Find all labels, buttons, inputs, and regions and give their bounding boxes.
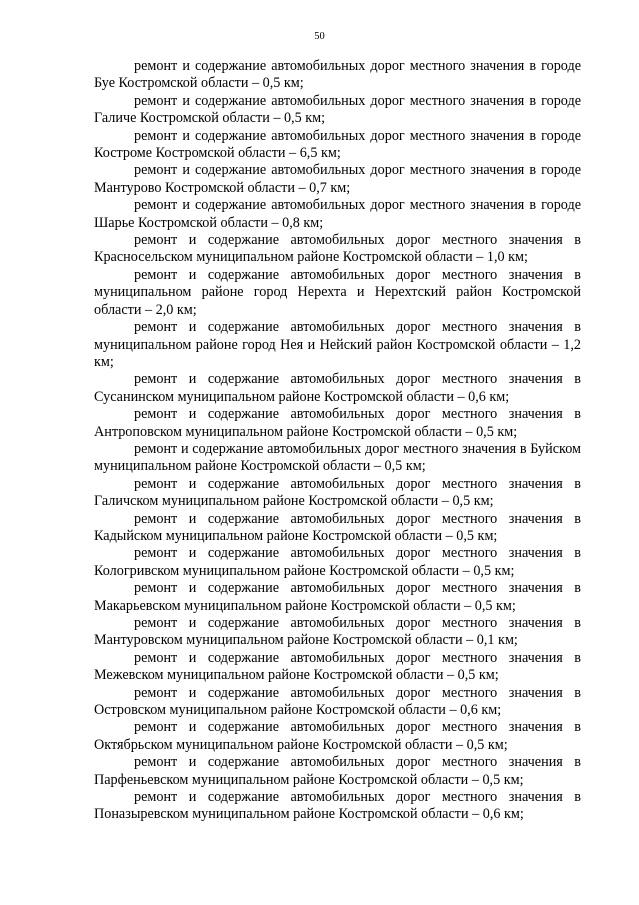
paragraph: ремонт и содержание автомобильных дорог местного значения в Красносельском муниципальном районе Костромской области – 1,0 км; bbox=[94, 232, 581, 266]
paragraph: ремонт и содержание автомобильных дорог местного значения в городе Буе Костромской области – 0,5 км; bbox=[94, 58, 581, 92]
paragraph: ремонт и содержание автомобильных дорог местного значения в муниципальном районе город Нерехта и Нерехтский район Костромской области – 2,0 км; bbox=[94, 266, 581, 318]
paragraph: ремонт и содержание автомобильных дорог местного значения в Антроповском муниципальном районе Костромской области – 0,5 км; bbox=[94, 406, 581, 440]
paragraph: ремонт и содержание автомобильных дорог местного значения в Макарьевском муниципальном районе Костромской области – 0,5 км; bbox=[94, 580, 581, 614]
paragraph: ремонт и содержание автомобильных дорог местного значения в городе Шарье Костромской области – 0,8 км; bbox=[94, 197, 581, 231]
paragraph: ремонт и содержание автомобильных дорог местного значения в Поназыревском муниципальном районе Костромской области – 0,6 км; bbox=[94, 789, 581, 823]
paragraph: ремонт и содержание автомобильных дорог местного значения в Буйском муниципальном районе Костромской области – 0,5 км; bbox=[94, 440, 581, 475]
paragraph: ремонт и содержание автомобильных дорог местного значения в Галичском муниципальном районе Костромской области – 0,5 км; bbox=[94, 475, 581, 510]
paragraph: ремонт и содержание автомобильных дорог местного значения в Октябрьском муниципальном районе Костромской области – 0,5 км; bbox=[94, 719, 581, 753]
paragraph: ремонт и содержание автомобильных дорог местного значения в городе Костроме Костромской области – 6,5 км; bbox=[94, 127, 581, 162]
paragraph: ремонт и содержание автомобильных дорог местного значения в городе Галиче Костромской области – 0,5 км; bbox=[94, 92, 581, 127]
paragraph: ремонт и содержание автомобильных дорог местного значения в Межевском муниципальном районе Костромской области – 0,5 км; bbox=[94, 649, 581, 684]
paragraph: ремонт и содержание автомобильных дорог местного значения в Островском муниципальном районе Костромской области – 0,6 км; bbox=[94, 684, 581, 719]
paragraph: ремонт и содержание автомобильных дорог местного значения в Мантуровском муниципальном районе Костромской области – 0,1 км; bbox=[94, 615, 581, 649]
paragraph: ремонт и содержание автомобильных дорог местного значения в Сусанинском муниципальном районе Костромской области – 0,6 км; bbox=[94, 371, 581, 405]
paragraph: ремонт и содержание автомобильных дорог местного значения в городе Мантурово Костромской области – 0,7 км; bbox=[94, 162, 581, 196]
paragraph: ремонт и содержание автомобильных дорог местного значения в муниципальном районе город Нея и Нейский район Костромской области – 1,2 км; bbox=[94, 319, 581, 370]
document-body bbox=[94, 58, 581, 824]
paragraph: ремонт и содержание автомобильных дорог местного значения в Кологривском муниципальном районе Костромской области – 0,5 км; bbox=[94, 545, 581, 579]
paragraph: ремонт и содержание автомобильных дорог местного значения в Кадыйском муниципальном районе Костромской области – 0,5 км; bbox=[94, 510, 581, 544]
paragraph: ремонт и содержание автомобильных дорог местного значения в Парфеньевском муниципальном районе Костромской области – 0,5 км; bbox=[94, 754, 581, 788]
page-number: 50 bbox=[314, 31, 325, 42]
